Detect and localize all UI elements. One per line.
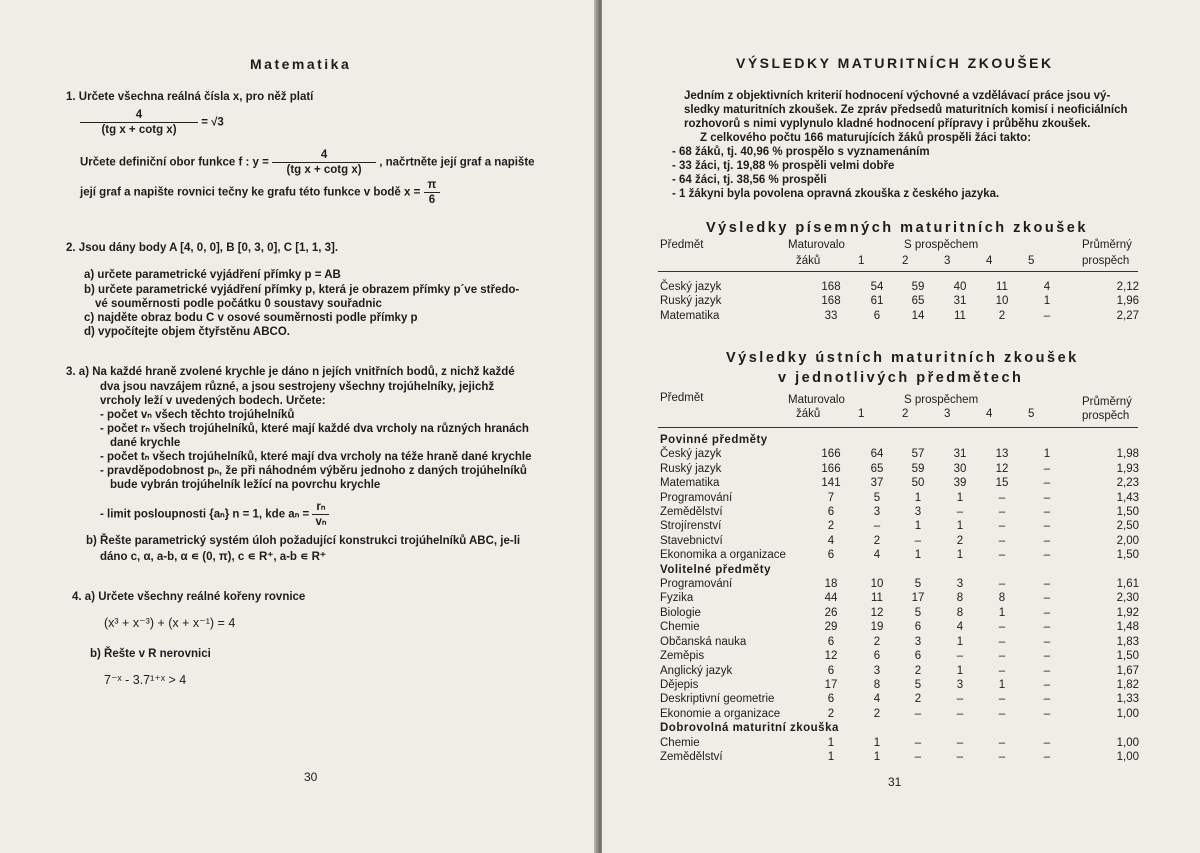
grade-1-cell: 4 xyxy=(873,549,881,562)
subject-cell: Strojírenství xyxy=(660,520,722,533)
table-row xyxy=(660,505,1139,519)
table-row xyxy=(660,294,1139,308)
grade-2-cell: 5 xyxy=(914,578,922,591)
grade-3-cell: 3 xyxy=(956,578,964,591)
grade-4-cell: – xyxy=(998,650,1006,663)
question-3-item: - počet vₙ všech těchto trojúhelníků xyxy=(100,409,295,421)
grade-1-cell: 8 xyxy=(873,678,881,691)
grade-1-cell: 6 xyxy=(873,650,881,663)
grade-3-cell: 1 xyxy=(956,549,964,562)
subject-cell: Český jazyk xyxy=(660,281,722,293)
grade-2-cell: – xyxy=(914,736,922,749)
average-cell: 1,92 xyxy=(1116,606,1139,619)
grade-1-cell: – xyxy=(873,520,881,533)
table-row xyxy=(660,591,1139,605)
count-cell: 1 xyxy=(827,736,835,749)
subject-cell: Chemie xyxy=(660,736,700,749)
grade-3-cell: 1 xyxy=(956,635,964,648)
question-2: 2. Jsou dány body A [4, 0, 0], B [0, 3, 0], C [1, 1, 3]. xyxy=(66,242,339,254)
count-cell: 7 xyxy=(827,491,835,504)
average-cell: 1,50 xyxy=(1116,549,1139,562)
average-cell: 1,96 xyxy=(1116,295,1139,308)
average-cell: 1,82 xyxy=(1116,678,1139,691)
grade-5-cell: – xyxy=(1043,549,1051,562)
count-cell: 29 xyxy=(824,621,838,634)
average-cell: 1,50 xyxy=(1116,506,1139,519)
grade-3-cell: 8 xyxy=(956,606,964,619)
grade-5-cell: – xyxy=(1043,635,1051,648)
grade-5-cell: – xyxy=(1043,693,1051,706)
question-3-limit: - limit posloupnosti {aₙ} n = 1, kde aₙ = $\frac{\text{rₙ}}{\text{vₙ}}$ xyxy=(100,500,329,529)
grade-3-cell: 40 xyxy=(953,281,967,293)
count-cell: 6 xyxy=(827,549,835,562)
grade-2-cell: 14 xyxy=(911,309,925,322)
table-row xyxy=(660,736,1139,750)
grade-3-cell: 8 xyxy=(956,592,964,605)
grade-2-cell: 59 xyxy=(911,462,925,475)
oral-results-title: Výsledky ústních maturitních zkoušek xyxy=(726,350,1079,366)
page-number: 30 xyxy=(304,770,318,784)
count-cell: 26 xyxy=(824,606,838,619)
grade-2-cell: 1 xyxy=(914,520,922,533)
page-number: 31 xyxy=(888,775,902,789)
grade-4-cell: 1 xyxy=(998,678,1006,691)
grade-2-cell: 2 xyxy=(914,664,922,677)
grade-2-cell: 6 xyxy=(914,650,922,663)
left-page xyxy=(0,0,598,853)
grade-1-cell: 2 xyxy=(873,534,881,547)
subject-cell: Ruský jazyk xyxy=(660,295,722,308)
grade-4-cell: – xyxy=(998,520,1006,533)
average-cell: 2,27 xyxy=(1116,309,1139,322)
subject-cell: Dějepis xyxy=(660,678,699,691)
table-row xyxy=(660,664,1139,678)
grade-1-cell: 64 xyxy=(870,448,884,461)
grade-4-cell: 12 xyxy=(995,462,1009,475)
grade-1-cell: 3 xyxy=(873,664,881,677)
question-3-item: - počet rₙ všech trojúhelníků, které mají každé dva vrcholy na různých hranách xyxy=(100,423,529,435)
question-3-text: vrcholy leží v uvedených bodech. Určete: xyxy=(100,395,326,407)
table-group-row xyxy=(660,721,1139,735)
average-cell: 1,50 xyxy=(1116,650,1139,663)
question-1-line-2: Určete definiční obor funkce f : y = $\frac{4}{\text{(tg x + cotg x)}}$ , načrtněte její graf a napište xyxy=(80,149,535,176)
grade-1-cell: 54 xyxy=(870,281,884,293)
grade-4-cell: – xyxy=(998,664,1006,677)
subject-cell: Matematika xyxy=(660,309,720,322)
average-cell: 1,83 xyxy=(1116,635,1139,648)
grade-1-cell: 1 xyxy=(873,736,881,749)
question-text: Určete všechna reálná čísla x, pro něž platí xyxy=(78,91,314,103)
subject-cell: Zemědělství xyxy=(660,750,723,763)
average-cell: 1,43 xyxy=(1116,491,1139,504)
grade-3-cell: – xyxy=(956,650,964,663)
table-row xyxy=(660,750,1139,764)
table-rule xyxy=(658,427,1138,428)
page-title: VÝSLEDKY MATURITNÍCH ZKOUŠEK xyxy=(736,55,1054,71)
grade-3-cell: – xyxy=(956,736,964,749)
grade-3-cell: – xyxy=(956,707,964,720)
grade-5-cell: – xyxy=(1043,309,1051,322)
grade-4-cell: 11 xyxy=(996,281,1008,293)
count-cell: 6 xyxy=(827,693,835,706)
grade-4-cell: – xyxy=(998,707,1006,720)
grade-2-cell: 1 xyxy=(914,491,922,504)
grade-5-cell: 1 xyxy=(1043,448,1051,461)
grade-4-cell: 10 xyxy=(995,295,1009,308)
grade-5-cell: – xyxy=(1043,491,1051,504)
written-results-table xyxy=(660,280,1139,323)
subject-cell: Ekonomie a organizace xyxy=(660,707,781,720)
grade-5-cell: – xyxy=(1043,606,1051,619)
average-cell: 1,00 xyxy=(1116,707,1139,720)
table-row xyxy=(660,606,1139,620)
average-cell: 2,00 xyxy=(1116,534,1139,547)
count-cell: 6 xyxy=(827,664,835,677)
grade-1-cell: 5 xyxy=(873,491,881,504)
grade-3-cell: – xyxy=(956,750,964,763)
grade-3-cell: 11 xyxy=(954,309,966,322)
grade-3-cell: 1 xyxy=(956,664,964,677)
page-title: Matematika xyxy=(250,56,352,72)
grade-5-cell: – xyxy=(1043,578,1051,591)
grade-1-cell: 4 xyxy=(873,693,881,706)
grade-2-cell: 5 xyxy=(914,606,922,619)
subject-cell: Ruský jazyk xyxy=(660,462,722,475)
average-cell: 1,33 xyxy=(1116,693,1139,706)
grade-2-cell: – xyxy=(914,707,922,720)
question-3-item: bude vybrán trojúhelník ležící na povrchu krychle xyxy=(110,479,381,491)
question-3-text: dva jsou navzájem různé, a jsou sestrojeny všechny trojúhelníky, jejichž xyxy=(100,381,495,393)
grade-1-cell: 37 xyxy=(870,477,884,490)
count-cell: 141 xyxy=(821,477,841,490)
grade-5-cell: 4 xyxy=(1043,281,1051,293)
grade-4-cell: 15 xyxy=(995,477,1009,490)
table-row xyxy=(660,707,1139,721)
question-2-d: d) vypočítejte objem čtyřstěnu ABCO. xyxy=(84,326,290,338)
count-cell: 33 xyxy=(824,309,838,322)
subject-cell: Deskriptivní geometrie xyxy=(660,693,775,706)
question-3-b-cont: dáno c, α, a-b, α ∊ (0, π), c ∊ R⁺, a-b ∊ R⁺ xyxy=(100,551,326,563)
grade-1-cell: 2 xyxy=(873,707,881,720)
count-cell: 2 xyxy=(827,707,835,720)
subject-cell: Biologie xyxy=(660,606,701,619)
table-row xyxy=(660,577,1139,591)
average-cell: 1,61 xyxy=(1116,578,1139,591)
grade-3-cell: 1 xyxy=(956,491,964,504)
grade-5-cell: – xyxy=(1043,534,1051,547)
grade-3-cell: 31 xyxy=(953,448,967,461)
average-cell: 1,98 xyxy=(1116,448,1139,461)
grade-1-cell: 10 xyxy=(870,578,884,591)
average-cell: 1,00 xyxy=(1116,750,1139,763)
right-page: VÝSLEDKY MATURITNÍCH ZKOUŠEK Jedním z objektivních kriterií hodnocení výchovné a vzdělávací práce jsou vý- sledky maturitních zkoušek. Ze zpráv předsedů maturitních komisí i neoficiálních rozhovorů s nimi vyplynulo kladné hodnocení přípravy i průběhu zkoušek. Z celkového počtu 166 maturujících žáků prospěli žáci takto: - 68 žáků, tj. 40,96 % prospělo s vyznamenáním - 33 žáci, tj. 19,88 % prospěli velmi dobře - 64 žáci, tj. 38,56 % prospěli - 1 žákyni byla povolena opravná zkouška z českého jazyka. Výsledky písemných maturitních zkoušek Předmět Maturovalo žáků S prospěchem 1 2 3 4 5 Průměrný prospěch Český jazyk 168 54 59 40 11 4 2,12 Ruský jazyk 168 61 65 31 10 1 1,96 Matematika 33 6 14 11 2 – 2,27 Výsledky ústních maturitních zkoušek v jednotlivých předmětech Předmět Maturovalo žáků S prospěchem 1 2 3 4 5 Průměrný prospěch Povinné předměty Český jazyk 166 64 57 31 13 1 1,98 Ruský jazyk 166 65 59 30 12 – 1,93 Matematika 141 37 50 39 15 – 2,23 Programování 7 5 1 1 – – 1,43 Zemědělství 6 3 3 – – – 1,50 Strojírenství 2 – 1 1 – – 2,50 Stavebnictví 4 2 – 2 – – 2,00 Ekonomika a organizace 6 4 1 1 – – 1,50 Volitelné předměty Programování 18 10 5 3 – – 1,61 Fyzika 44 11 17 8 8 – 2,30 Biologie 26 12 5 8 1 – 1,92 Chemie 29 19 6 4 – – 1,48 Občanská nauka 6 2 3 1 – – 1,83 Zeměpis 12 6 6 – – – 1,50 Anglický jazyk 6 3 2 1 – – 1,67 Dějepis 17 8 5 3 1 – 1,82 Deskriptivní geometrie 6 4 2 – – – 1,33 Ekonomie a organizace 2 2 – – – – 1,00 Dobrovolná maturitní zkouška Chemie 1 1 – – – – 1,00 Zemědělství 1 1 – – – – 1,00 31 xyxy=(602,0,1200,853)
average-cell: 2,23 xyxy=(1116,477,1139,490)
count-cell: 168 xyxy=(821,295,841,308)
table-row xyxy=(660,280,1139,294)
grade-4-cell: 2 xyxy=(998,309,1006,322)
grade-5-cell: – xyxy=(1043,520,1051,533)
grade-5-cell: – xyxy=(1043,736,1051,749)
grade-4-cell: 1 xyxy=(998,606,1006,619)
subject-cell: Programování xyxy=(660,491,733,504)
subject-cell: Stavebnictví xyxy=(660,534,723,547)
grade-3-cell: 3 xyxy=(956,678,964,691)
count-cell: 166 xyxy=(821,448,841,461)
grade-3-cell: 39 xyxy=(953,477,967,490)
table-row xyxy=(660,519,1139,533)
question-2-a: a) určete parametrické vyjádření přímky p = AB xyxy=(84,269,341,281)
grade-5-cell: – xyxy=(1043,462,1051,475)
grade-5-cell: – xyxy=(1043,477,1051,490)
question-2-b: b) určete parametrické vyjádření přímky p, která je obrazem přímky p´ve středo- xyxy=(84,284,520,296)
fraction: $\frac{4}{\text{(tg x + cotg x)}}$ xyxy=(272,148,376,177)
written-results-title: Výsledky písemných maturitních zkoušek xyxy=(706,220,1088,236)
grade-4-cell: – xyxy=(998,621,1006,634)
question-1-line-3: její graf a napište rovnici tečny ke grafu této funkce v bodě x = $\frac{\pi}{6}$ xyxy=(80,178,440,207)
group-label: Volitelné předměty xyxy=(660,563,772,576)
grade-3-cell: 1 xyxy=(956,520,964,533)
grade-1-cell: 2 xyxy=(873,635,881,648)
inequality-4: 7⁻ˣ - 3.7¹⁺ˣ > 4 xyxy=(104,673,187,687)
grade-5-cell: 1 xyxy=(1043,295,1051,308)
count-cell: 6 xyxy=(827,635,835,648)
grade-4-cell: – xyxy=(998,534,1006,547)
grade-2-cell: – xyxy=(914,750,922,763)
grade-2-cell: 1 xyxy=(914,549,922,562)
equation-1: $\frac{4}{\text{(tg x + cotg x)}}$ = √3 xyxy=(80,108,224,137)
count-cell: 4 xyxy=(827,534,835,547)
question-2-b-cont: vé souměrnosti podle počátku 0 soustavy souřadnic xyxy=(95,298,382,310)
grade-2-cell: 2 xyxy=(914,693,922,706)
question-3-item: - počet tₙ všech trojúhelníků, které mají dva vrcholy na téže hraně dané krychle xyxy=(100,451,532,463)
grade-2-cell: 65 xyxy=(911,295,925,308)
question-4-b: b) Řešte v R nerovnici xyxy=(90,648,211,660)
grade-2-cell: – xyxy=(914,534,922,547)
question-2-c: c) najděte obraz bodu C v osové souměrnosti podle přímky p xyxy=(84,312,418,324)
grade-3-cell: 2 xyxy=(956,534,964,547)
table-row xyxy=(660,548,1139,562)
count-cell: 17 xyxy=(824,678,838,691)
count-cell: 168 xyxy=(821,281,841,293)
table-row xyxy=(660,635,1139,649)
grade-5-cell: – xyxy=(1043,664,1051,677)
table-row xyxy=(660,678,1139,692)
table-group-row xyxy=(660,563,1139,577)
question-1 xyxy=(66,90,313,104)
grade-4-cell: – xyxy=(998,491,1006,504)
grade-4-cell: – xyxy=(998,693,1006,706)
grade-5-cell: – xyxy=(1043,750,1051,763)
subject-cell: Chemie xyxy=(660,621,700,634)
average-cell: 2,50 xyxy=(1116,520,1139,533)
table-row xyxy=(660,462,1139,476)
count-cell: 1 xyxy=(827,750,835,763)
grade-3-cell: 31 xyxy=(953,295,967,308)
grade-2-cell: 17 xyxy=(911,592,925,605)
table-row xyxy=(660,491,1139,505)
grade-2-cell: 5 xyxy=(914,678,922,691)
group-label: Dobrovolná maturitní zkouška xyxy=(660,722,839,735)
grade-1-cell: 1 xyxy=(873,750,881,763)
grade-3-cell: 30 xyxy=(953,462,967,475)
grade-1-cell: 11 xyxy=(871,592,883,605)
grade-3-cell: – xyxy=(956,693,964,706)
question-3-b: b) Řešte parametrický systém úloh požadující konstrukci trojúhelníků ABC, je-li xyxy=(86,535,521,547)
count-cell: 166 xyxy=(821,462,841,475)
oral-results-subtitle: v jednotlivých předmětech xyxy=(778,370,1024,386)
count-cell: 18 xyxy=(824,578,838,591)
grade-2-cell: 57 xyxy=(911,448,925,461)
table-row xyxy=(660,620,1139,634)
subject-cell: Občanská nauka xyxy=(660,635,747,648)
grade-2-cell: 3 xyxy=(914,506,922,519)
grade-4-cell: – xyxy=(998,578,1006,591)
question-3: 3. a) Na každé hraně zvolené krychle je dáno n jejích vnitřních bodů, z nichž každé xyxy=(66,366,515,378)
average-cell: 2,12 xyxy=(1116,281,1139,293)
question-3-item: dané krychle xyxy=(110,437,181,449)
question-3-item: - pravděpodobnost pₙ, že při náhodném výběru jednoho z daných trojúhelníků xyxy=(100,465,527,477)
grade-1-cell: 3 xyxy=(873,506,881,519)
grade-1-cell: 6 xyxy=(873,309,881,322)
subject-cell: Programování xyxy=(660,578,733,591)
count-cell: 12 xyxy=(824,650,838,663)
oral-results-table xyxy=(660,433,1139,764)
count-cell: 6 xyxy=(827,506,835,519)
table-row xyxy=(660,534,1139,548)
average-cell: 1,67 xyxy=(1116,664,1139,677)
grade-4-cell: – xyxy=(998,549,1006,562)
question-4: 4. a) Určete všechny reálné kořeny rovnice xyxy=(72,591,306,603)
grade-4-cell: 8 xyxy=(998,592,1006,605)
subject-cell: Fyzika xyxy=(660,592,694,605)
table-rule xyxy=(658,271,1138,272)
grade-1-cell: 65 xyxy=(870,462,884,475)
grade-4-cell: – xyxy=(998,736,1006,749)
question-number: 1. xyxy=(66,91,76,103)
table-row xyxy=(660,447,1139,461)
grade-4-cell: 13 xyxy=(995,448,1009,461)
grade-5-cell: – xyxy=(1043,506,1051,519)
count-cell: 44 xyxy=(824,592,838,605)
subject-cell: Zemědělství xyxy=(660,506,723,519)
subject-cell: Ekonomika a organizace xyxy=(660,549,786,562)
average-cell: 2,30 xyxy=(1116,592,1139,605)
average-cell: 1,93 xyxy=(1116,462,1139,475)
group-label: Povinné předměty xyxy=(660,434,768,446)
subject-cell: Anglický jazyk xyxy=(660,664,733,677)
average-cell: 1,48 xyxy=(1116,621,1139,634)
grade-3-cell: – xyxy=(956,506,964,519)
grade-5-cell: – xyxy=(1043,707,1051,720)
grade-4-cell: – xyxy=(998,506,1006,519)
fraction: $\frac{4}{\text{(tg x + cotg x)}}$ xyxy=(80,108,198,137)
table-group-row xyxy=(660,433,1139,447)
grade-5-cell: – xyxy=(1043,650,1051,663)
table-row xyxy=(660,309,1139,323)
grade-2-cell: 59 xyxy=(911,281,925,293)
grade-5-cell: – xyxy=(1043,678,1051,691)
average-cell: 1,00 xyxy=(1116,736,1139,749)
grade-2-cell: 6 xyxy=(914,621,922,634)
count-cell: 2 xyxy=(827,520,835,533)
subject-cell: Český jazyk xyxy=(660,448,722,461)
grade-1-cell: 61 xyxy=(870,295,884,308)
grade-1-cell: 19 xyxy=(870,621,884,634)
grade-2-cell: 50 xyxy=(911,477,925,490)
fraction: $\frac{\text{rₙ}}{\text{vₙ}}$ xyxy=(312,500,329,529)
grade-4-cell: – xyxy=(998,635,1006,648)
grade-4-cell: – xyxy=(998,750,1006,763)
table-row xyxy=(660,649,1139,663)
grade-5-cell: – xyxy=(1043,621,1051,634)
table-row xyxy=(660,476,1139,490)
subject-cell: Zeměpis xyxy=(660,650,705,663)
subject-cell: Matematika xyxy=(660,477,720,490)
grade-5-cell: – xyxy=(1043,592,1051,605)
grade-2-cell: 3 xyxy=(914,635,922,648)
grade-1-cell: 12 xyxy=(870,606,884,619)
table-row xyxy=(660,692,1139,706)
equation-4: (x³ + x⁻³) + (x + x⁻¹) = 4 xyxy=(104,616,236,630)
fraction: $\frac{\pi}{6}$ xyxy=(424,178,441,207)
grade-3-cell: 4 xyxy=(956,621,964,634)
